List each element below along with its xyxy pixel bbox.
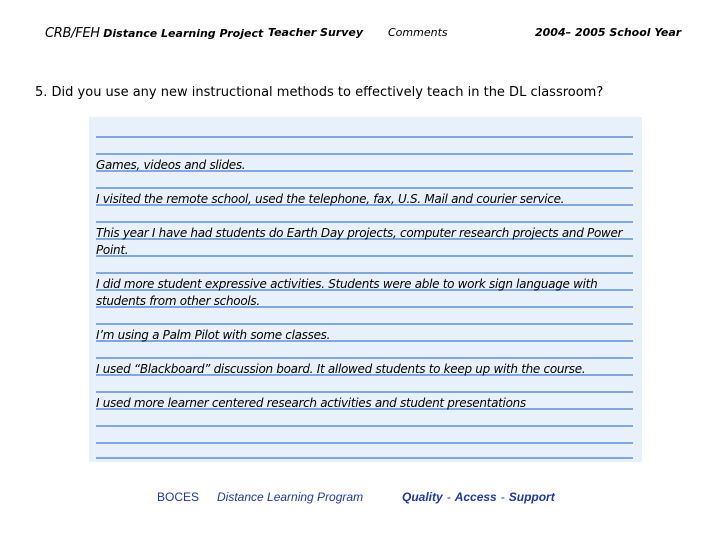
rule-line (96, 272, 633, 274)
motto-support: Support (508, 490, 555, 504)
motto-separator: - (446, 490, 451, 504)
rule-line (96, 457, 633, 459)
footer-org-label: BOCES (157, 490, 200, 504)
rule-line (96, 221, 633, 223)
comment-item: This year I have had students do Earth Day projects, computer research projects and Power Point. (96, 226, 623, 257)
motto-separator: - (500, 490, 505, 504)
comment-item: Games, videos and slides. (96, 158, 246, 172)
header-section: Comments (388, 26, 448, 39)
comments-panel (89, 117, 642, 462)
rule-line (96, 153, 633, 155)
comment-item: I did more student expressive activities. Students were able to work sign language with students from other schools. (96, 277, 598, 308)
footer-motto (402, 490, 555, 504)
comment-item: I’m using a Palm Pilot with some classes. (96, 328, 331, 342)
question-text: 5. Did you use any new instructional methods to effectively teach in the DL classroom? (35, 85, 604, 100)
motto-quality: Quality (402, 490, 443, 504)
rule-line (96, 442, 633, 444)
project-title: CRB/FEH (45, 26, 100, 41)
motto-access: Access (454, 490, 497, 504)
rule-line (96, 391, 633, 393)
rule-line (96, 187, 633, 189)
rule-line (96, 136, 633, 138)
rule-line (96, 357, 633, 359)
header-project (45, 26, 263, 41)
comment-item: I visited the remote school, used the telephone, fax, U.S. Mail and courier service. (96, 192, 565, 206)
rule-line (96, 323, 633, 325)
comment-item: I used “Blackboard” discussion board. It allowed students to keep up with the course. (96, 362, 586, 376)
header-survey: Teacher Survey (268, 26, 364, 39)
footer-program: Distance Learning Program (217, 490, 364, 504)
project-subtitle: Distance Learning Project (103, 27, 264, 40)
header-school-year: 2004– 2005 School Year (535, 26, 682, 39)
rule-line (96, 425, 633, 427)
comment-item: I used more learner centered research activities and student presentations (96, 396, 526, 410)
